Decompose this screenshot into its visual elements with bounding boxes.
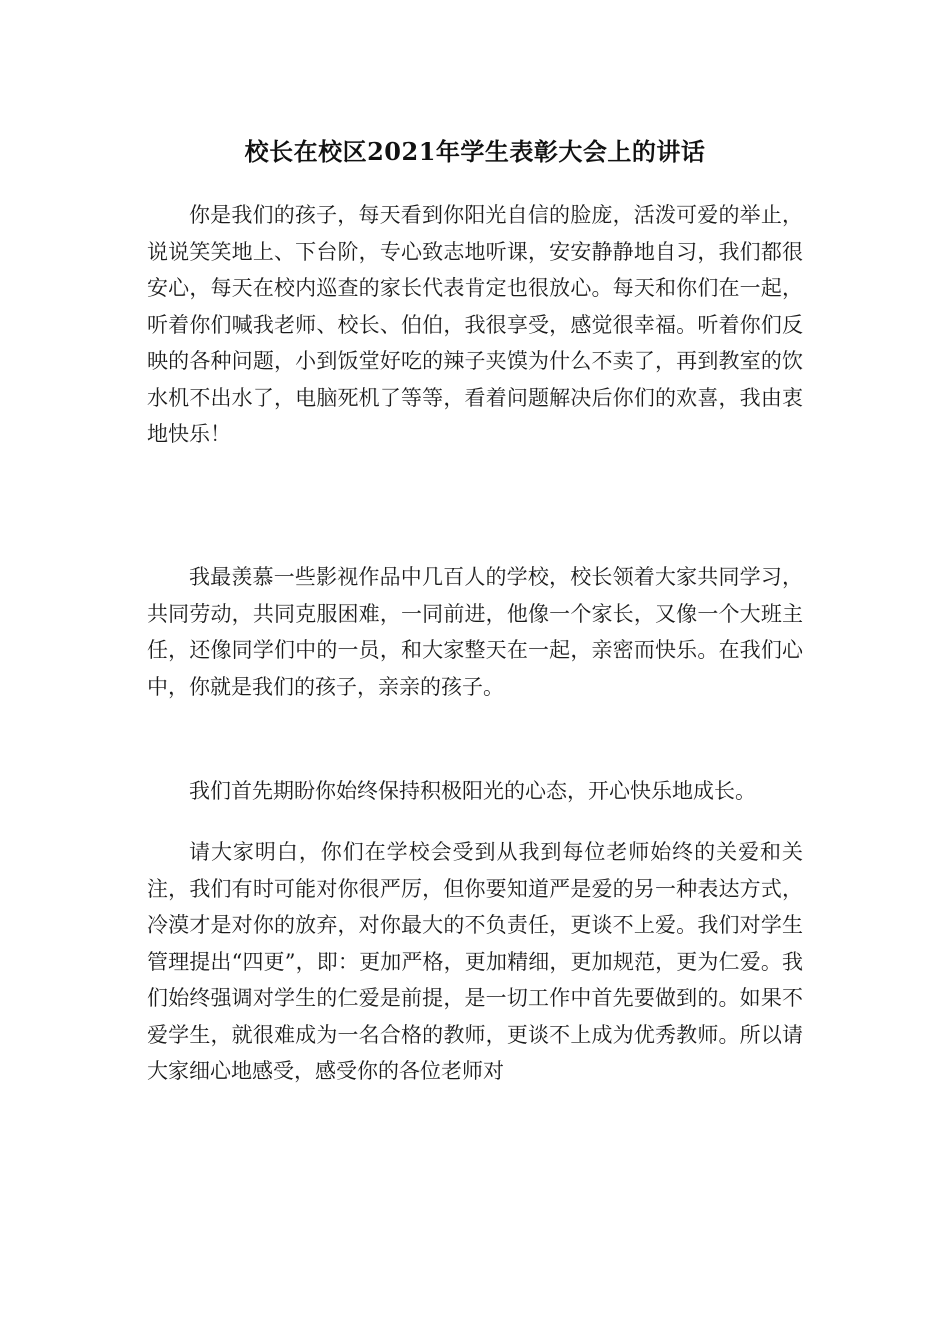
paragraph-block <box>147 773 803 824</box>
paragraph-2: 我最羡慕一些影视作品中几百人的学校，校长领着大家共同学习，共同劳动，共同克服困难，一同前进，他像一个家长，又像一个大班主任，还像同学们中的一员，和大家整天在一起，亲密而快乐。在我们心中，你就是我们的孩子，亲亲的孩子。 <box>147 565 803 699</box>
document-title: 校长在校区2021年学生表彰大会上的讲话 <box>244 137 706 166</box>
paragraph-3: 我们首先期盼你始终保持积极阳光的心态，开心快乐地成长。 <box>189 779 756 803</box>
paragraph-4: 请大家明白，你们在学校会受到从我到每位老师始终的关爱和关注，我们有时可能对你很严厉，但你要知道严是爱的另一种表达方式，冷漠才是对你的放弃，对你最大的不负责任，更谈不上爱。我们对学生管理提出“四更”，即：更加严格，更加精细，更加规范，更为仁爱。我们始终强调对学生的仁爱是前提，是一切工作中首先要做到的。如果不爱学生，就很难成为一名合格的教师，更谈不上成为优秀教师。所以请大家细心地感受，感受你的各位老师对 <box>147 840 803 1083</box>
paragraph-block <box>147 834 803 1104</box>
paragraph-block <box>147 559 803 719</box>
paragraph-1: 你是我们的孩子，每天看到你阳光自信的脸庞，活泼可爱的举止，说说笑笑地上、下台阶，专心致志地听课，安安静静地自习，我们都很安心，每天在校内巡查的家长代表肯定也很放心。每天和你们在一起，听着你们喊我老师、校长、伯伯，我很享受，感觉很幸福。听着你们反映的各种问题，小到饭堂好吃的辣子夹馍为什么不卖了，再到教室的饮水机不出水了，电脑死机了等等，看着问题解决后你们的欢喜，我由衷地快乐！ <box>147 203 803 446</box>
paragraph-block <box>147 197 803 467</box>
